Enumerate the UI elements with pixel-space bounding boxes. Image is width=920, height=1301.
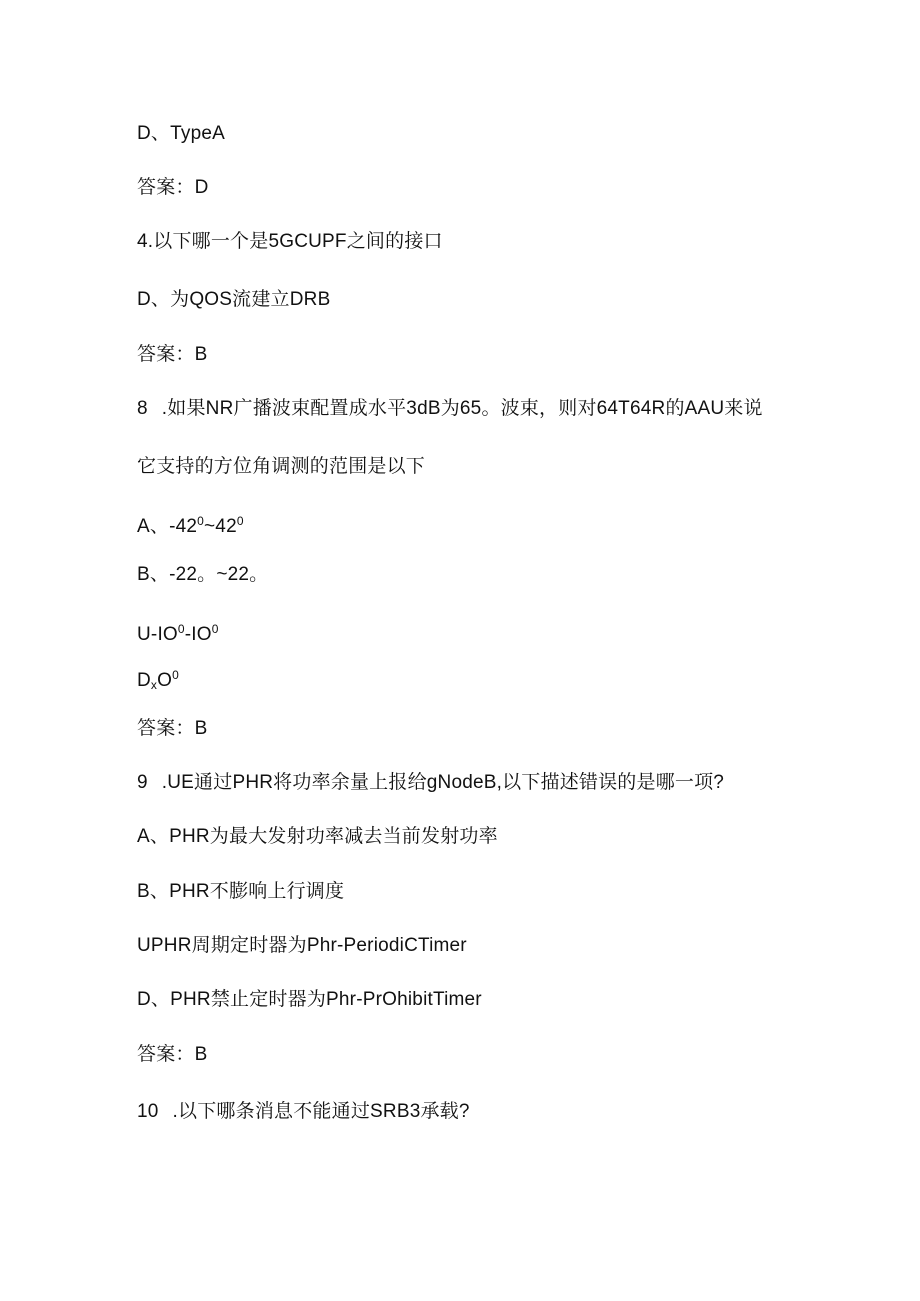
- option-d-q8-part2: O: [157, 670, 173, 691]
- question-10-number: 10: [137, 1101, 159, 1122]
- option-d-q7: D、为QOS流建立DRB: [137, 289, 331, 310]
- answer-q3: 答案：D: [137, 177, 209, 198]
- option-a-q8-part1: A、-42: [137, 516, 198, 537]
- option-d-q8: [137, 663, 179, 697]
- option-a-q8-part2: ~42: [204, 516, 237, 537]
- option-a-q9: A、PHR为最大发射功率减去当前发射功率: [137, 826, 498, 847]
- question-9: [137, 771, 724, 795]
- option-b-q8: B、-22。~22。: [137, 564, 269, 585]
- option-c-q9: UPHR周期定时器为Phr-PeriodiCTimer: [137, 935, 467, 956]
- answer-q8: 答案：B: [137, 718, 208, 739]
- question-9-number: 9: [137, 772, 148, 793]
- question-9-text: .UE通过PHR将功率余量上报给gNodeB,以下描述错误的是哪一项?: [161, 772, 725, 793]
- option-d-q9: D、PHR禁止定时器为Phr-PrOhibitTimer: [137, 989, 482, 1010]
- question-10-text: .以下哪条消息不能通过SRB3承载?: [172, 1101, 470, 1122]
- answer-q9: 答案：B: [137, 1044, 208, 1065]
- option-c-q8-sup2: 0: [211, 622, 219, 636]
- answer-q7: 答案：B: [137, 344, 208, 365]
- question-8: [137, 397, 763, 421]
- option-d-q8-sup: 0: [172, 668, 179, 682]
- option-c-q8-part1: U-IO: [137, 624, 178, 645]
- question-8-text: .如果NR广播波束配置成水平3dB为65。波束，则对64T64R的AAU来说: [161, 398, 763, 419]
- option-c-q8: [137, 617, 219, 647]
- option-a-q8-sup2: 0: [236, 514, 244, 528]
- question-10: [137, 1100, 470, 1124]
- question-8-number: 8: [137, 398, 148, 419]
- option-a-q8: [137, 509, 244, 539]
- option-c-q8-part2: -IO: [184, 624, 212, 645]
- option-a-q8-sup1: 0: [197, 514, 205, 528]
- option-d-q3: D、TypeA: [137, 123, 225, 144]
- option-d-q8-sub: x: [150, 678, 158, 692]
- question-8-continued: 它支持的方位角调测的范围是以下: [137, 456, 426, 477]
- option-c-q8-sup1: 0: [177, 622, 185, 636]
- option-d-q8-part1: D: [137, 670, 151, 691]
- question-4: 4.以下哪一个是5GCUPF之间的接口: [137, 231, 443, 252]
- option-b-q9: B、PHR不膨响上行调度: [137, 881, 345, 902]
